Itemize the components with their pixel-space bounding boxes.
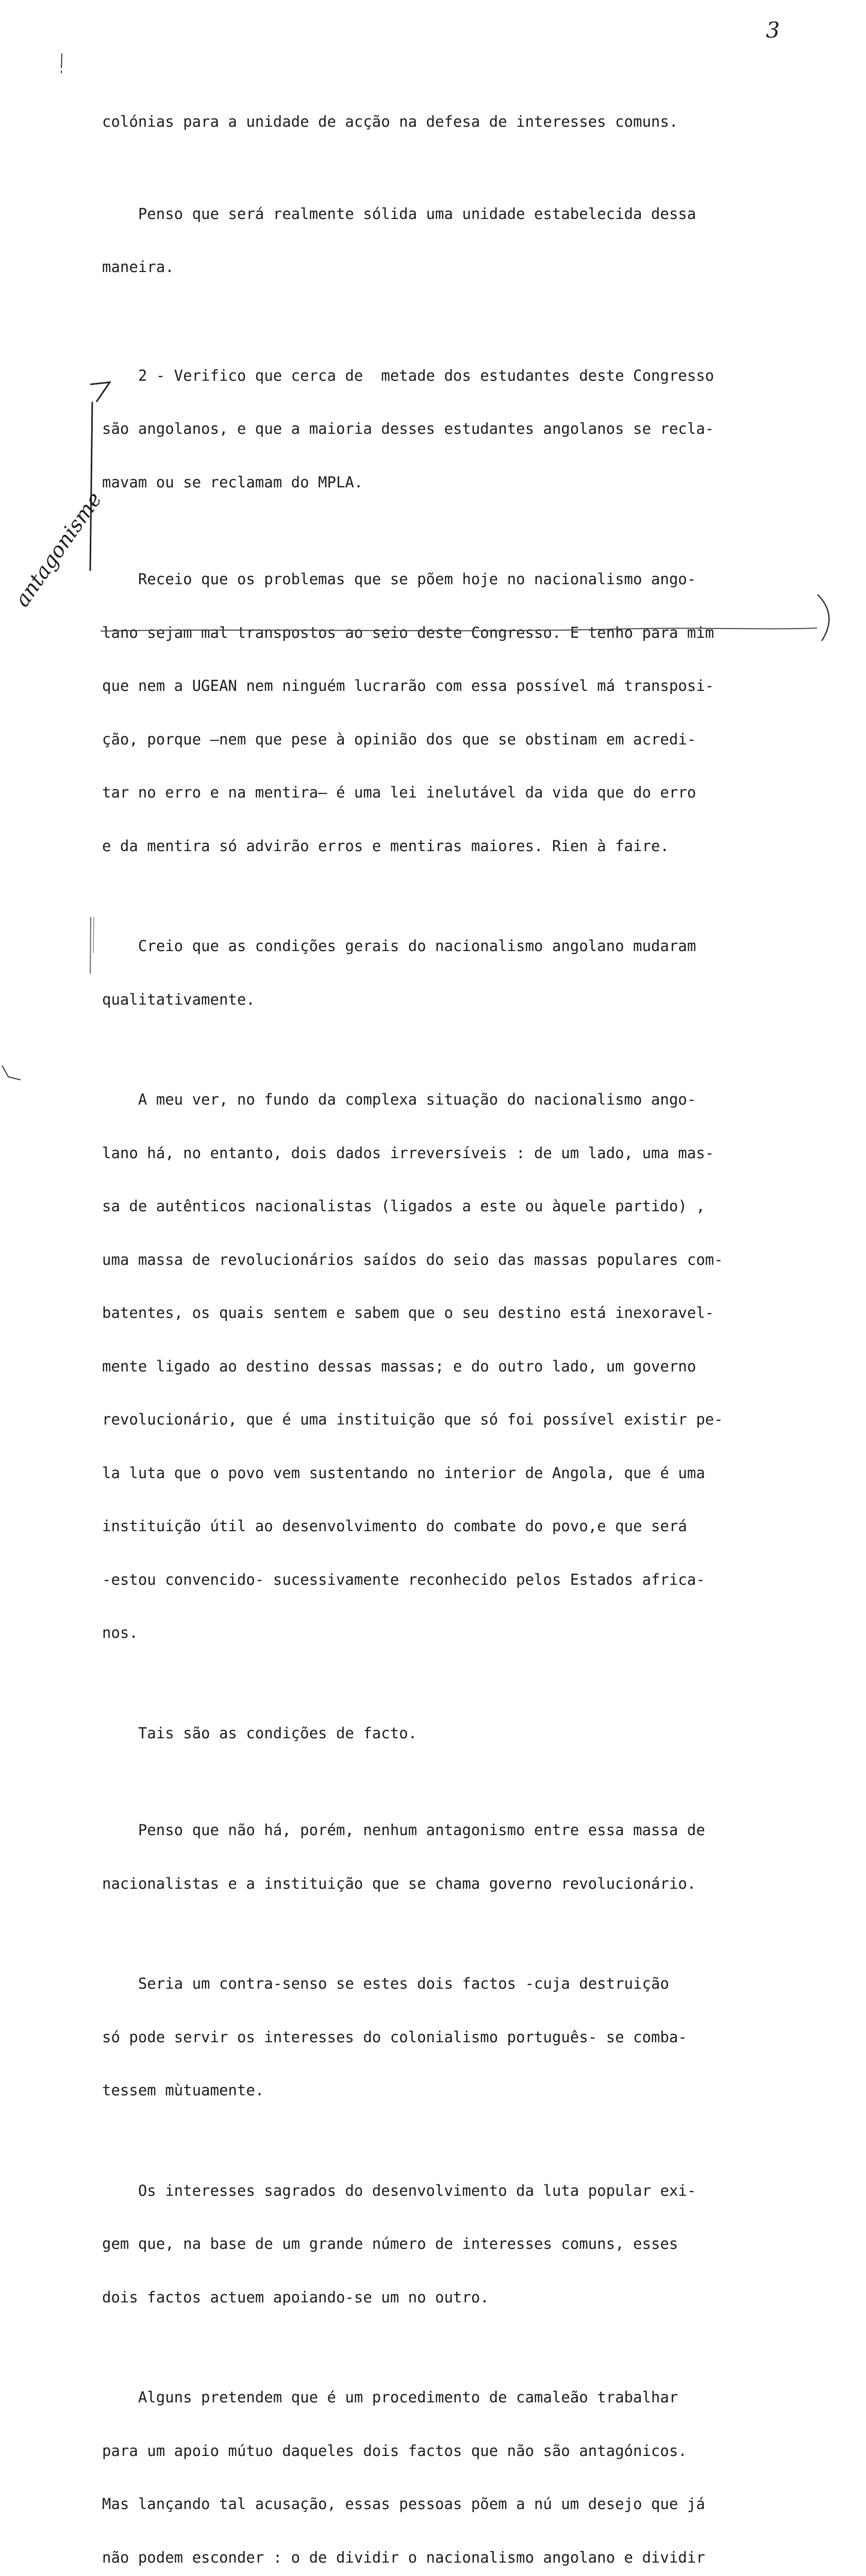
text-line: 2 - Verifico que cerca de metade dos estudantes deste Congresso xyxy=(102,366,714,384)
handwritten-margin-note: antagonisme xyxy=(10,488,107,612)
text-line: colónias para a unidade de acção na defesa de interesses comuns. xyxy=(102,113,678,130)
text-line: mente ligado ao destino dessas massas; e do outro lado, um governo xyxy=(102,1357,696,1375)
paragraph xyxy=(102,2146,839,2342)
text-line: nos. xyxy=(102,1624,138,1641)
text-line: Tais são as condições de facto. xyxy=(102,1724,418,1742)
text-line: ção, porque —nem que pese à opinião dos que se obstinam em acredi- xyxy=(102,730,696,748)
text-line: maneira. xyxy=(102,258,174,276)
page-number: 3 xyxy=(766,18,780,43)
paragraph xyxy=(102,902,839,1044)
corner-mark xyxy=(0,1061,31,1082)
text-line: la luta que o povo vem sustentando no interior de Angola, que é uma xyxy=(102,1464,705,1482)
text-line: instituição útil ao desenvolvimento do combate do povo,e que será xyxy=(102,1517,687,1535)
text-line: Os interesses sagrados do desenvolvimento da luta popular exi- xyxy=(102,2181,696,2199)
text-line: revolucionário, que é uma instituição que só foi possível existir pe- xyxy=(102,1411,723,1428)
text-line: para um apoio mútuo daqueles dois factos que não são antagónicos. xyxy=(102,2442,687,2460)
paragraph xyxy=(102,2353,839,2576)
text-line: Receio que os problemas que se põem hoje no nacionalismo ango- xyxy=(102,570,696,588)
right-paren-mark xyxy=(815,592,836,644)
document-body xyxy=(102,77,839,2576)
text-line: só pode servir os interesses do colonialismo português- se comba- xyxy=(102,2028,687,2046)
paragraph xyxy=(102,331,839,527)
text-line: Alguns pretendem que é um procedimento de camaleão trabalhar xyxy=(102,2388,678,2406)
paragraph xyxy=(102,170,839,312)
paragraph xyxy=(102,1939,839,2135)
text-line: dois factos actuem apoiando-se um no outro. xyxy=(102,2288,489,2306)
text-line: lano sejam mal transpostos ao seio deste Congresso. E tenho para mim xyxy=(102,623,714,641)
text-line: batentes, os quais sentem e sabem que o seu destino está inexoravel- xyxy=(102,1304,714,1321)
margin-bracket-mark xyxy=(85,381,116,572)
text-line: são angolanos, e que a maioria desses estudantes angolanos se recla- xyxy=(102,420,714,437)
margin-bar-mark xyxy=(88,917,98,974)
text-line: qualitativamente. xyxy=(102,990,255,1008)
text-line: tar no erro e na mentira— é uma lei inelutável da vida que do erro xyxy=(102,784,696,801)
text-line: lano há, no entanto, dois dados irreversíveis : de um lado, uma mas- xyxy=(102,1144,714,1162)
text-line: A meu ver, no fundo da complexa situação do nacionalismo ango- xyxy=(102,1091,696,1108)
text-line: Seria um contra-senso se estes dois factos -cuja destruição xyxy=(102,1975,669,1992)
paragraph xyxy=(102,535,839,890)
text-line: Mas lançando tal acusação, essas pessoas põem a nú um desejo que já xyxy=(102,2495,705,2513)
text-line: Penso que será realmente sólida uma unidade estabelecida dessa xyxy=(102,205,696,223)
text-line: sa de autênticos nacionalistas (ligados a este ou àquele partido) , xyxy=(102,1197,705,1215)
text-line: tessem mùtuamente. xyxy=(102,2081,264,2099)
paragraph xyxy=(102,1055,839,1677)
text-line: não podem esconder : o de dividir o nacionalismo angolano e dividir xyxy=(102,2548,705,2566)
text-line: nacionalistas e a instituição que se chama governo revolucionário. xyxy=(102,1874,696,1892)
text-line: gem que, na base de um grande número de interesses comuns, esses xyxy=(102,2235,678,2252)
text-line: que nem a UGEAN nem ninguém lucrarão com essa possível má transposi- xyxy=(102,677,714,694)
paragraph xyxy=(102,77,839,166)
paragraph xyxy=(102,1786,839,1928)
text-line: -estou convencido- sucessivamente reconhecido pelos Estados africa- xyxy=(102,1570,705,1588)
text-line: Penso que não há, porém, nenhum antagonismo entre essa massa de xyxy=(102,1821,705,1839)
pen-mark-top xyxy=(60,54,64,74)
text-line: mavam ou se reclamam do MPLA. xyxy=(102,473,363,491)
text-line: Creio que as condições gerais do nacionalismo angolano mudaram xyxy=(102,937,696,955)
paragraph xyxy=(102,1689,839,1778)
text-line: e da mentira só advirão erros e mentiras maiores. Rien à faire. xyxy=(102,837,669,855)
underline-mark xyxy=(101,616,822,636)
text-line: uma massa de revolucionários saídos do seio das massas populares com- xyxy=(102,1250,723,1268)
